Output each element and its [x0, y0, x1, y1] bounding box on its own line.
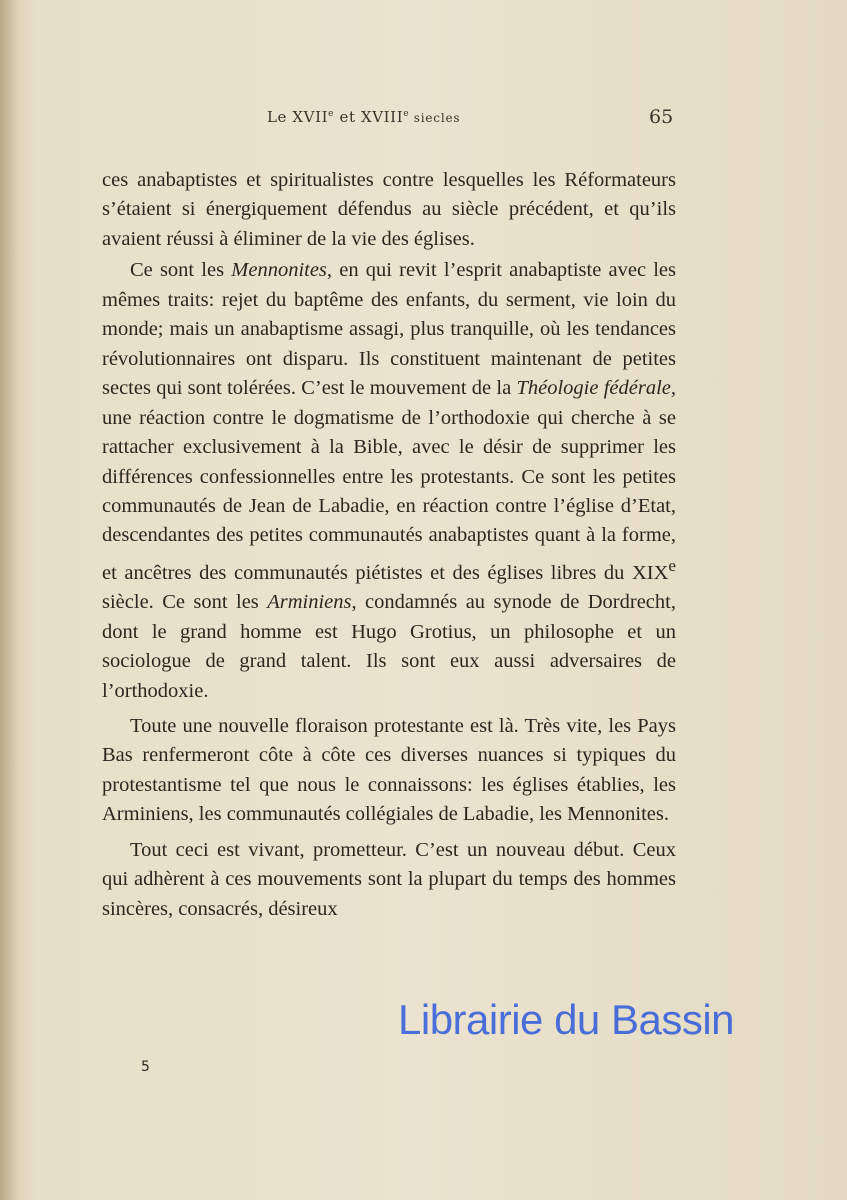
paragraph-1: ces anabaptistes et spiritualistes contre lesquelles les Réformateurs s’étaient si énergiquement défendus au siècle précédent, et qu’ils avaient réussi à éliminer de la vie des églises.: [102, 169, 676, 250]
running-head-sup-2: e: [403, 109, 410, 119]
running-head: [267, 108, 460, 126]
p2-text-d: siècle. Ce sont les: [102, 591, 268, 614]
p2-italic-theologie: Théologie fédérale,: [516, 377, 677, 400]
watermark: Librairie du Bassin: [398, 996, 735, 1043]
p2-text-c: une réaction contre le dogmatisme de l’orthodoxie qui cherche à se rattacher exclusivement à la Bible, avec le désir de supprimer les différences confessionnelles entre les protestants. Ce sont les petites communautés de Jean de Labadie, en réaction contre l’église d’Etat, descendantes des petites communautés anabaptistes quant à la forme, et ancêtres des communautés piétistes et des églises libres du XIX: [102, 406, 676, 584]
p2-superscript: e: [668, 555, 676, 575]
running-head-mid: et XVIII: [334, 108, 404, 126]
paragraph-4: Tout ceci est vivant, prometteur. C’est un nouveau début. Ceux qui adhèrent à ces mouvements sont la plupart du temps des hommes sincères, consacrés, désireux: [102, 838, 676, 920]
p2-text-e: , condamnés au synode de Dordrecht, dont le grand homme est Hugo Grotius, un philosophe et un sociologue de grand talent. Ils sont eux aussi adversaires de l’orthodoxie.: [102, 591, 676, 702]
p2-text-a: Ce sont les: [130, 259, 232, 282]
p2-italic-mennonites: Mennonites: [231, 259, 327, 282]
running-head-sup-1: e: [328, 109, 335, 119]
paragraph-2: [102, 256, 676, 706]
body-text: [102, 166, 676, 924]
p2-italic-arminiens: Arminiens: [267, 591, 352, 614]
paragraph-3: Toute une nouvelle floraison protestante est là. Très vite, les Pays Bas renfermeront côte à côte ces diverses nuances si typiques du protestantisme tel que nous le connaissons: les églises établies, les Arminiens, les communautés collégiales de Labadie, les Mennonites.: [102, 714, 676, 826]
p2-text-b: , en qui revit l’esprit anabaptiste avec les mêmes traits: rejet du baptême des enfants, du serment, vie loin du monde; mais un anabaptisme assagi, plus tranquille, où les tendances révolutionnaires ont disparu. Ils constituent maintenant de petites sectes qui sont tolérées. C’est le mouvement de la: [102, 259, 677, 400]
page-number: 65: [649, 106, 674, 128]
running-head-suffix: siecles: [409, 111, 461, 125]
signature-mark: 5: [141, 1059, 150, 1075]
page-gutter-shadow: [0, 0, 18, 1200]
running-head-prefix: Le XVII: [267, 108, 329, 126]
